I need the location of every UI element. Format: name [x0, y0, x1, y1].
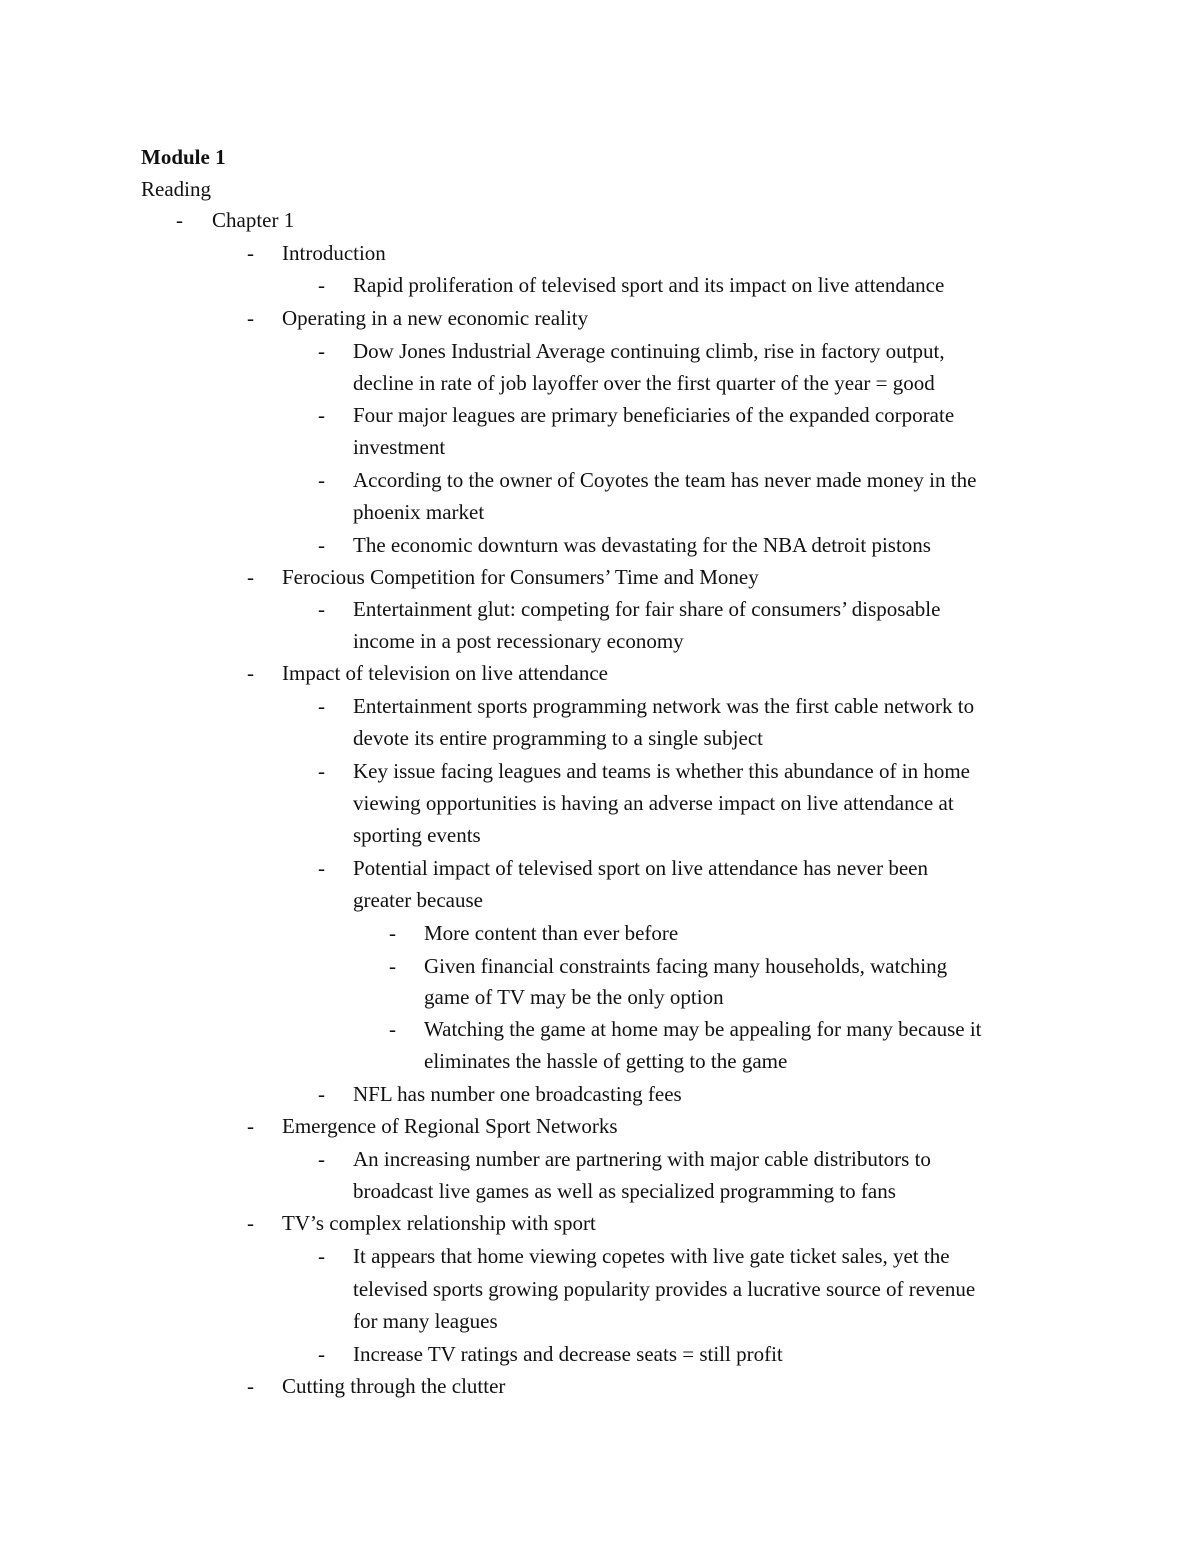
- list-item-line: devote its entire programming to a single subject: [353, 726, 763, 750]
- module-title: Module 1: [141, 145, 226, 169]
- bullet-dash: -: [318, 1082, 325, 1106]
- chapter-heading: Chapter 1: [212, 208, 295, 232]
- topic-heading: Ferocious Competition for Consumers’ Time and Money: [282, 565, 759, 589]
- list-item-line: phoenix market: [353, 500, 485, 524]
- bullet-dash: -: [318, 1244, 325, 1268]
- list-item: Rapid proliferation of televised sport and its impact on live attendance: [353, 273, 945, 297]
- bullet-dash: -: [247, 1114, 254, 1138]
- list-item-line: televised sports growing popularity provides a lucrative source of revenue: [353, 1277, 976, 1301]
- list-item-line: The economic downturn was devastating for the NBA detroit pistons: [353, 533, 931, 557]
- list-item-line: income in a post recessionary economy: [353, 629, 684, 653]
- list-item-line: It appears that home viewing copetes with live gate ticket sales, yet the: [353, 1244, 950, 1268]
- list-item-line: An increasing number are partnering with major cable distributors to: [353, 1147, 931, 1171]
- bullet-dash: -: [247, 1374, 254, 1398]
- list-item-line: greater because: [353, 888, 483, 912]
- bullet-dash: -: [318, 1147, 325, 1171]
- list-item-line: Entertainment sports programming network was the first cable network to: [353, 694, 975, 718]
- topic-heading: Introduction: [282, 241, 386, 265]
- list-item-line: Entertainment glut: competing for fair share of consumers’ disposable: [353, 597, 941, 621]
- bullet-dash: -: [318, 694, 325, 718]
- bullet-dash: -: [318, 273, 325, 297]
- sub-list-item-line: Watching the game at home may be appealing for many because it: [424, 1017, 982, 1041]
- bullet-dash: -: [318, 597, 325, 621]
- bullet-dash: -: [318, 468, 325, 492]
- topic-heading: TV’s complex relationship with sport: [282, 1211, 596, 1235]
- list-item-line: Four major leagues are primary beneficiaries of the expanded corporate: [353, 403, 955, 427]
- bullet-dash: -: [247, 241, 254, 265]
- topic-heading: Impact of television on live attendance: [282, 661, 608, 685]
- section-label: Reading: [141, 177, 211, 201]
- list-item-line: for many leagues: [353, 1309, 498, 1333]
- sub-list-item-line: More content than ever before: [424, 921, 679, 945]
- bullet-dash: -: [247, 306, 254, 330]
- list-item-line: decline in rate of job layoffer over the first quarter of the year = good: [353, 371, 935, 395]
- topic-heading: Operating in a new economic reality: [282, 306, 589, 330]
- sub-list-item-line: Given financial constraints facing many households, watching: [424, 954, 948, 978]
- list-item-line: Dow Jones Industrial Average continuing climb, rise in factory output,: [353, 339, 945, 363]
- list-item-line: viewing opportunities is having an adverse impact on live attendance at: [353, 791, 954, 815]
- bullet-dash: -: [389, 954, 396, 978]
- sub-list-item-line: eliminates the hassle of getting to the game: [424, 1049, 788, 1073]
- bullet-dash: -: [389, 1017, 396, 1041]
- bullet-dash: -: [318, 403, 325, 427]
- sub-list-item-line: game of TV may be the only option: [424, 985, 724, 1009]
- list-item-line: According to the owner of Coyotes the team has never made money in the: [353, 468, 977, 492]
- bullet-dash: -: [318, 856, 325, 880]
- bullet-dash: -: [318, 533, 325, 557]
- list-item-line: NFL has number one broadcasting fees: [353, 1082, 682, 1106]
- list-item-line: sporting events: [353, 823, 481, 847]
- bullet-dash: -: [318, 1342, 325, 1366]
- bullet-dash: -: [247, 1211, 254, 1235]
- topic-heading: Emergence of Regional Sport Networks: [282, 1114, 618, 1138]
- list-item-line: Potential impact of televised sport on live attendance has never been: [353, 856, 928, 880]
- bullet-dash: -: [247, 565, 254, 589]
- list-item-line: investment: [353, 435, 446, 459]
- list-item-line: Key issue facing leagues and teams is whether this abundance of in home: [353, 759, 970, 783]
- bullet-dash: -: [318, 759, 325, 783]
- bullet-dash: -: [389, 921, 396, 945]
- list-item-line: Increase TV ratings and decrease seats = still profit: [353, 1342, 783, 1366]
- bullet-dash: -: [176, 208, 183, 232]
- list-item-line: broadcast live games as well as specialized programming to fans: [353, 1179, 896, 1203]
- topic-heading: Cutting through the clutter: [282, 1374, 506, 1398]
- bullet-dash: -: [318, 339, 325, 363]
- bullet-dash: -: [247, 661, 254, 685]
